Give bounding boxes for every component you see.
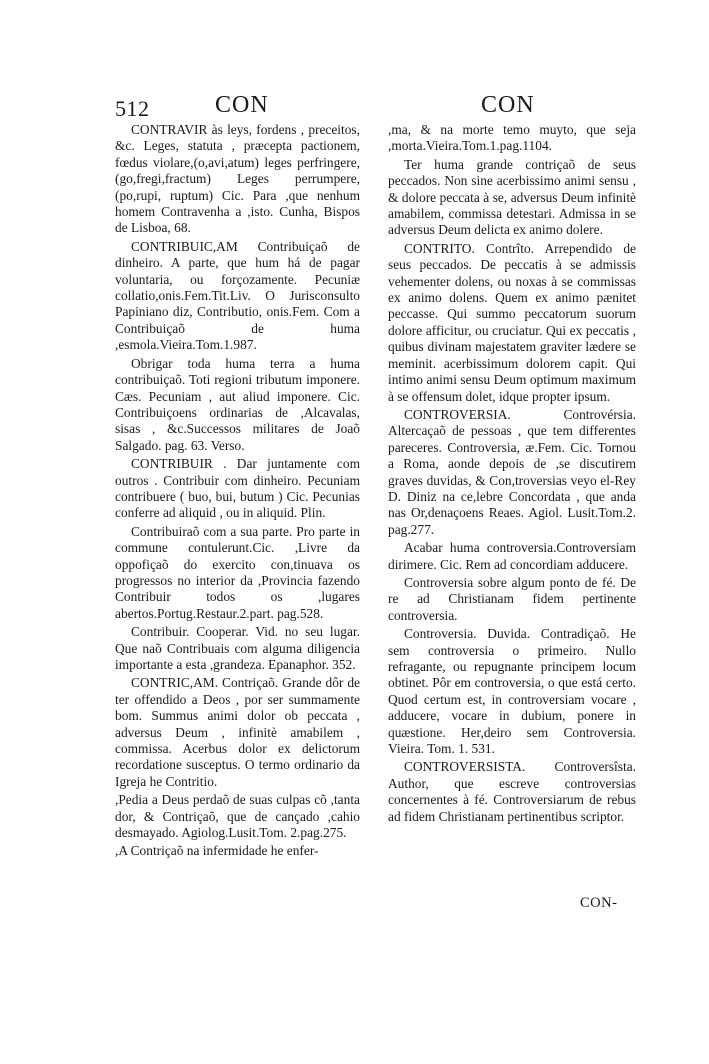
running-head-right: CON [481, 92, 535, 118]
entry-controversia-fe: Controversia sobre algum ponto de fé. De re ad Christianam fidem pertinente controversia. [388, 574, 636, 623]
running-head-left: CON [215, 92, 269, 118]
entry-contrito: CONTRITO. Contrîto. Arrependido de seus peccados. De peccatis à se admissis vehementer dolens, ou noxas à se commissas ex animo dolens. Quem ex animo pænitet peccasse. Qui summo peccatorum suorum dolore afficitur, ou cruciatur. Qui ex peccatis , quibus divinam majestatem graviter lædere se meminit. acerbissimum dolorem capit. Qui intimo animi sensu Deum optimum maximum à se offensum dolet, idque propter ipsum. [388, 240, 636, 404]
right-column [388, 122, 636, 827]
entry-obrigar-contribuicao: Obrigar toda huma terra a huma contribuiçaõ. Toti regioni tributum imponere. Cæs. Pecuniam , aut aliud imponere. Cic. Contribuiçoens ordinarias de ,Alcavalas, sisas , &c.Successos militares de Joaõ Salgado. pag. 63. Verso. [115, 355, 360, 453]
catchword: CON- [580, 895, 618, 911]
left-column [115, 122, 360, 862]
entry-contribuir: CONTRIBUIR . Dar juntamente com outros . Contribuir com dinheiro. Pecuniam contribuere ( buo, bui, butum ) Cic. Pecunias conferre ad aliquid , ou in aliquid. Plin. [115, 456, 360, 521]
quote-pedia-a-deus: ,Pedia a Deus perdaõ de suas culpas cõ ,tanta dor, & Contriçaõ, que de cançado ,cahio desmayado. Agiolog.Lusit.Tom. 2.pag.275. [115, 792, 360, 841]
entry-ter-contricao: Ter huma grande contriçaõ de seus peccados. Non sine acerbissimo animi sensu , & dolore peccata à se, adversus Deum infinitè amabilem, commissa detestari. Admissa in se adversus Deum delicta ex animo dolere. [388, 156, 636, 238]
entry-contribuirao: Contribuiraõ com a sua parte. Pro parte in commune contulerunt.Cic. ,Livre da oppofiçaõ do exercito con,tinuava os progressos no interior da ,Provincia fazendo Contribuir todos os ,lugares abertos.Portug.Restaur.2.part. pag.528. [115, 523, 360, 621]
entry-contribuicam: CONTRIBUIC,AM Contribuiçaõ de dinheiro. A parte, que hum há de pagar voluntaria, ou forçozamente. Pecuniæ collatio,onis.Fem.Tit.Liv. O Jurisconsulto Papiniano diz, Contributio, onis.Fem. Com a Contribuiçaõ de huma ,esmola.Vieira.Tom.1.987. [115, 238, 360, 353]
entry-acabar-controversia: Acabar huma controversia.Controversiam dirimere. Cic. Rem ad concordiam adducere. [388, 540, 636, 572]
quote-a-contricao: ,A Contriçaõ na infermidade he enfer- [115, 843, 319, 859]
quote-continuation: ,ma, & na morte temo muyto, que seja ,morta.Vieira.Tom.1.pag.1104. [388, 122, 636, 154]
entry-controversista: CONTROVERSISTA. Controversîsta. Author, que escreve controversias concernentes à fé. Controversiarum de rebus ad fidem Christianam pertinentibus scriptor. [388, 759, 636, 824]
entry-controversia-duvida: Controversia. Duvida. Contradiçaõ. He sem controversia o primeiro. Nullo refragante, ou repugnante principem locum obtinet. Pôr em controversia, o que está certo. Quod certum est, in controversiam vocare , adducere, vocare in dubium, ponere in quæstione. Her,deiro sem Controversia. Vieira. Tom. 1. 531. [388, 626, 636, 757]
page-number: 512 [115, 96, 150, 121]
entry-contribuir-cooperar: Contribuir. Cooperar. Vid. no seu lugar. Que naõ Contribuais com alguma diligencia importante a esta ,grandeza. Epanaphor. 352. [115, 624, 360, 672]
entry-controversia: CONTROVERSIA. Controvérsia. Altercaçaõ de pessoas , que tem differentes pareceres. Controversia, æ.Fem. Cic. Tornou a Roma, aonde depois de ,se discutirem graves duvidas, & Con,troversias veyo el-Rey D. Diniz na ce,lebre Concordata , que anda nas Or,denaçoens Reaes. Agiol. Lusit.Tom.2. pag.277. [388, 406, 636, 537]
entry-contravir: CONTRAVIR às leys, fordens , preceitos, &c. Leges, statuta , præcepta pactionem, fœdus violare,(o,avi,atum) leges perfringere,(go,fregi,fractum) Leges perrumpere, (po,rupi, ruptum) Cic. Para ,que nenhum homem Contravenha a ,isto. Cunha, Bispos de Lisboa, 68. [115, 122, 360, 236]
entry-contricam: CONTRIC,AM. Contriçaõ. Grande dôr de ter offendido a Deos , por ser summamente bom. Summus animi dolor ob peccata , adversus Deum , infinitè amabilem , commissa. Acerbus dolor ex delictorum recordatione susceptus. O termo ordinario da Igreja he Contritio. [115, 675, 360, 789]
